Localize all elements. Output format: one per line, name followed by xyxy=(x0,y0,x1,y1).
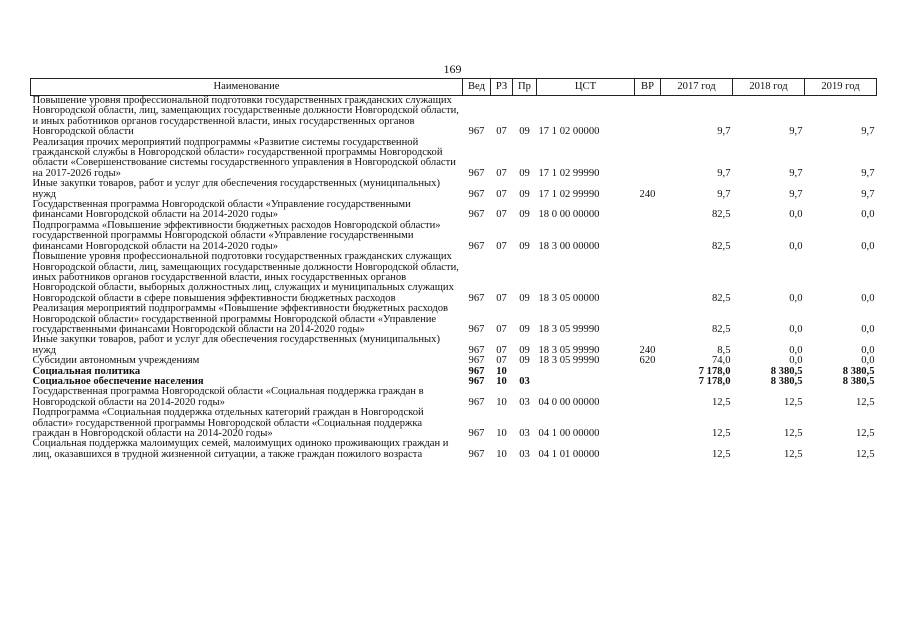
cell-cst xyxy=(537,377,635,387)
header-2019: 2019 год xyxy=(805,79,877,96)
cell-cst: 04 1 00 00000 xyxy=(538,428,600,439)
cell-pr: 09 xyxy=(519,344,530,356)
cell-rz: 10 xyxy=(496,375,507,387)
table-row xyxy=(31,356,877,366)
cell-cst: 18 3 05 00000 xyxy=(538,292,600,304)
cell-2019: 12,5 xyxy=(855,428,875,439)
cell-2019: 0,0 xyxy=(861,292,875,304)
cell-ved: 967 xyxy=(468,126,485,138)
cell-rz: 10 xyxy=(496,365,507,377)
cell-name: Иные закупки товаров, работ и услуг для обеспечения государственных (муниципальных) нужд xyxy=(32,178,440,200)
cell-2019: 12,5 xyxy=(855,448,875,460)
cell-pr: 03 xyxy=(519,375,530,387)
cell-2019: 9,7 xyxy=(861,126,875,138)
cell-name: Социальное обеспечение населения xyxy=(32,375,204,387)
cell-rz: 10 xyxy=(496,448,507,460)
cell-rz: 10 xyxy=(496,396,507,408)
cell-pr: 09 xyxy=(519,209,530,221)
table-row xyxy=(31,96,877,138)
cell-vr: 620 xyxy=(639,355,656,367)
cell-ved: 967 xyxy=(468,323,485,335)
cell-vr: 240 xyxy=(639,188,656,200)
table-row xyxy=(31,335,877,356)
cell-2017: 82,5 xyxy=(711,209,731,221)
cell-name: Государственная программа Новгородской области «Управление государственными финансами Новгородской области на 2014-2020 годы» xyxy=(32,199,411,221)
cell-2017: 12,5 xyxy=(711,428,731,439)
cell-rz: 07 xyxy=(496,126,507,138)
cell-2017: 82,5 xyxy=(711,292,731,304)
cell-2017: 82,5 xyxy=(711,240,731,252)
cell-name: Подпрограмма «Повышение эффективности бюджетных расходов Новгородской области» государственной программы Новгородской области «Управление государственными финансами Новгородской области на 2014-2020 годы» xyxy=(32,219,441,252)
cell-pr: 09 xyxy=(519,355,530,367)
cell-2018: 8 380,5 xyxy=(770,375,803,387)
cell-2017: 9,7 xyxy=(717,188,731,200)
cell-vr xyxy=(635,367,661,377)
cell-rz: 07 xyxy=(496,188,507,200)
cell-2019: 8 380,5 xyxy=(842,375,875,387)
cell-2018: 12,5 xyxy=(783,396,803,408)
cell-cst: 18 3 05 99990 xyxy=(538,323,600,335)
header-vr: ВР xyxy=(635,79,661,96)
cell-name: Государственная программа Новгородской области «Социальная поддержка граждан в Новгородской области на 2014-2020 годы» xyxy=(32,386,424,408)
cell-name: Повышение уровня профессиональной подготовки государственных гражданских служащих Новгородской области, лиц, замещающих государственные должности Новгородской области, иных работников органов государственной власти, иных государственных органов Новгородской области, выборных должностных лиц, служащих и муниципальных служащих Новгородской области в сфере повышения эффективности бюджетных расходов xyxy=(32,251,459,304)
header-2018: 2018 год xyxy=(733,79,805,96)
cell-2018: 12,5 xyxy=(783,448,803,460)
cell-2018: 0,0 xyxy=(789,323,803,335)
cell-vr xyxy=(635,96,661,138)
cell-2018: 9,7 xyxy=(789,126,803,138)
cell-vr xyxy=(635,387,661,408)
cell-vr: 240 xyxy=(639,344,656,356)
cell-pr: 09 xyxy=(519,188,530,200)
cell-rz: 07 xyxy=(496,292,507,304)
cell-ved: 967 xyxy=(468,209,485,221)
cell-2017: 7 178,0 xyxy=(698,375,731,387)
table-row xyxy=(31,221,877,252)
cell-cst xyxy=(537,367,635,377)
cell-pr: 03 xyxy=(519,428,530,439)
cell-cst: 04 1 01 00000 xyxy=(538,448,600,460)
header-cst: ЦСТ xyxy=(537,79,635,96)
cell-2019: 0,0 xyxy=(861,240,875,252)
cell-rz: 07 xyxy=(496,323,507,335)
cell-cst: 18 3 05 99990 xyxy=(538,344,600,356)
cell-cst: 18 0 00 00000 xyxy=(538,209,600,221)
cell-ved: 967 xyxy=(468,188,485,200)
cell-name: Реализация прочих мероприятий подпрограммы «Развитие системы государственной гражданской службы в Новгородской области» государственной программы Новгородской области «Совершенствование системы государственного управления в Новгородской области на 2017-2026 годы» xyxy=(32,136,456,179)
cell-2019: 0,0 xyxy=(861,209,875,221)
cell-rz: 07 xyxy=(496,344,507,356)
table-row xyxy=(31,138,877,180)
cell-rz: 10 xyxy=(496,428,507,439)
cell-2019: 12,5 xyxy=(855,396,875,408)
cell-ved: 967 xyxy=(468,292,485,304)
cell-2019: 0,0 xyxy=(861,344,875,356)
cell-2018: 9,7 xyxy=(789,167,803,179)
cell-2017: 12,5 xyxy=(711,396,731,408)
cell-cst: 17 1 02 00000 xyxy=(538,126,600,138)
cell-cst: 04 0 00 00000 xyxy=(538,396,600,408)
header-name: Наименование xyxy=(31,79,463,96)
cell-name: Иные закупки товаров, работ и услуг для обеспечения государственных (муниципальных) нужд xyxy=(32,334,440,356)
cell-rz: 07 xyxy=(496,209,507,221)
cell-2019: 0,0 xyxy=(861,355,875,367)
header-pr: Пр xyxy=(513,79,537,96)
cell-vr xyxy=(635,439,661,460)
cell-name: Повышение уровня профессиональной подготовки государственных гражданских служащих Новгородской области, лиц, замещающих государственные должности Новгородской области, и иных работников органов государственной власти, иных государственных органов Новгородской области xyxy=(32,95,459,138)
cell-2017: 12,5 xyxy=(711,448,731,460)
table-row xyxy=(31,408,877,439)
cell-cst: 18 3 00 00000 xyxy=(538,240,600,252)
cell-rz: 07 xyxy=(496,240,507,252)
cell-2017: 9,7 xyxy=(717,167,731,179)
cell-2017: 82,5 xyxy=(711,323,731,335)
cell-cst: 17 1 02 99990 xyxy=(538,167,600,179)
cell-pr: 09 xyxy=(519,167,530,179)
cell-2018: 0,0 xyxy=(789,344,803,356)
cell-name: Социальная политика xyxy=(32,365,141,377)
cell-2018: 0,0 xyxy=(789,209,803,221)
cell-2018: 0,0 xyxy=(789,240,803,252)
cell-rz: 07 xyxy=(496,167,507,179)
header-2017: 2017 год xyxy=(661,79,733,96)
cell-vr xyxy=(635,304,661,335)
table-header-row xyxy=(31,79,877,96)
cell-2018: 0,0 xyxy=(789,292,803,304)
cell-cst: 17 1 02 99990 xyxy=(538,188,600,200)
cell-ved: 967 xyxy=(468,365,485,377)
cell-ved: 967 xyxy=(468,396,485,408)
table-row xyxy=(31,200,877,221)
cell-ved: 967 xyxy=(468,428,485,439)
cell-2018: 0,0 xyxy=(789,355,803,367)
cell-pr: 09 xyxy=(519,323,530,335)
cell-2019: 8 380,5 xyxy=(842,365,875,377)
cell-ved: 967 xyxy=(468,344,485,356)
cell-2017: 74,0 xyxy=(711,355,731,367)
cell-2018: 9,7 xyxy=(789,188,803,200)
cell-pr: 03 xyxy=(519,396,530,408)
header-rz: РЗ xyxy=(491,79,513,96)
cell-cst: 18 3 05 99990 xyxy=(538,355,600,367)
cell-2017: 9,7 xyxy=(717,126,731,138)
cell-vr xyxy=(635,200,661,221)
table-row xyxy=(31,439,877,460)
cell-pr: 09 xyxy=(519,126,530,138)
cell-ved: 967 xyxy=(468,240,485,252)
cell-2018: 8 380,5 xyxy=(770,365,803,377)
cell-rz: 07 xyxy=(496,355,507,367)
cell-vr xyxy=(635,252,661,304)
cell-pr: 03 xyxy=(519,448,530,460)
table-row xyxy=(31,252,877,304)
cell-ved: 967 xyxy=(468,355,485,367)
cell-ved: 967 xyxy=(468,167,485,179)
cell-2019: 9,7 xyxy=(861,188,875,200)
cell-vr xyxy=(635,377,661,387)
cell-2017: 7 178,0 xyxy=(698,365,731,377)
cell-pr: 09 xyxy=(519,240,530,252)
cell-vr xyxy=(635,221,661,252)
cell-2018: 12,5 xyxy=(783,428,803,439)
cell-ved: 967 xyxy=(468,448,485,460)
cell-2017: 8,5 xyxy=(717,344,731,356)
cell-2019: 0,0 xyxy=(861,323,875,335)
cell-name: Социальная поддержка малоимущих семей, малоимущих одиноко проживающих граждан и лиц, оказавшихся в трудной жизненной ситуации, а также граждан пожилого возраста xyxy=(32,438,449,460)
header-ved: Вед xyxy=(463,79,491,96)
cell-2019: 9,7 xyxy=(861,167,875,179)
cell-vr xyxy=(635,408,661,439)
budget-table xyxy=(30,78,877,460)
cell-name: Реализация мероприятий подпрограммы «Повышение эффективности бюджетных расходов Новгородской области» государственной программы Новгородской области «Управление государственными финансами Новгородской области на 2014-2020 годы» xyxy=(32,303,449,335)
cell-vr xyxy=(635,138,661,180)
cell-pr: 09 xyxy=(519,292,530,304)
table-row xyxy=(31,387,877,408)
table-row xyxy=(31,304,877,335)
cell-ved: 967 xyxy=(468,375,485,387)
cell-name: Субсидии автономным учреждениям xyxy=(32,355,200,367)
table-body xyxy=(31,96,877,461)
page-number: 169 xyxy=(443,62,462,76)
table-row xyxy=(31,179,877,200)
cell-name: Подпрограмма «Социальная поддержка отдельных категорий граждан в Новгородской области» государственной программы Новгородской области «Социальная поддержка граждан в Новгородской области на 2014-2020 годы» xyxy=(32,407,424,439)
